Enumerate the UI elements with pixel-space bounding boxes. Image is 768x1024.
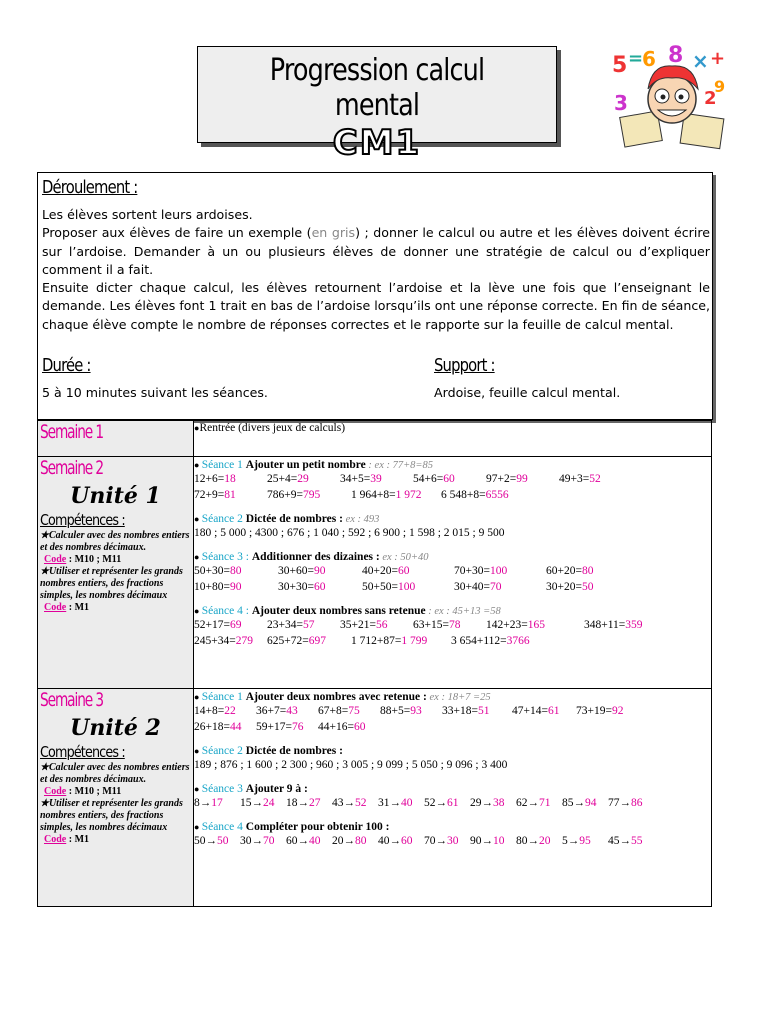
- week3-code1: [44, 786, 193, 798]
- support-text: Ardoise, feuille calcul mental.: [434, 385, 621, 400]
- calc-question: 625+72=: [267, 635, 309, 647]
- seance-example: : ex : 45+13 =58: [425, 606, 501, 617]
- calc-item: [256, 719, 318, 735]
- calc-item: [340, 617, 413, 633]
- calc-question: 45→: [608, 835, 631, 847]
- svg-text:8: 8: [668, 44, 684, 68]
- calc-question: 63+15=: [413, 619, 449, 631]
- calc-answer: 61: [547, 705, 560, 717]
- calc-question: 31→: [378, 797, 401, 809]
- deroulement-line2: [42, 224, 710, 279]
- calc-question: 5→: [562, 835, 580, 847]
- calc-item: [608, 833, 652, 849]
- calc-item: [267, 633, 351, 649]
- week1-content: [194, 422, 711, 434]
- calc-item: [194, 703, 256, 719]
- bullet-icon: ●: [194, 822, 202, 832]
- week2-left: [38, 457, 194, 689]
- calc-answer: 24: [263, 797, 275, 809]
- seance-label: Séance 4: [201, 821, 243, 833]
- svg-text:2: 2: [704, 88, 717, 109]
- calc-question: 245+34=: [194, 635, 236, 647]
- calc-answer: 80: [229, 565, 242, 577]
- calc-item: [318, 719, 380, 735]
- code-label: Code: [44, 602, 67, 613]
- seance-label: Séance 4 :: [201, 605, 249, 617]
- calc-item: [424, 833, 470, 849]
- svg-text:5: 5: [612, 53, 628, 78]
- week1-row: [38, 421, 712, 457]
- calc-question: 72+9=: [194, 489, 225, 501]
- calc-question: 85→: [562, 797, 585, 809]
- calc-question: 25+4=: [267, 473, 298, 485]
- svg-text:9: 9: [714, 77, 726, 96]
- calc-answer: 279: [235, 635, 253, 647]
- calc-item: [194, 563, 278, 579]
- calc-question: 1 964+8=: [351, 489, 396, 501]
- calc-answer: 52: [355, 797, 367, 809]
- bullet-icon: ●: [194, 460, 202, 470]
- calc-question: 30+40=: [454, 581, 490, 593]
- calc-answer: 90: [229, 581, 242, 593]
- calc-item: [286, 795, 332, 811]
- week3-label: Semaine 3: [40, 689, 104, 711]
- calc-item: [194, 833, 240, 849]
- week1-right: [194, 421, 712, 457]
- calc-question: 50+30=: [194, 565, 230, 577]
- calc-question: 14+8=: [194, 705, 225, 717]
- code-value: : M10 ; M11: [66, 554, 122, 565]
- calc-answer: 50: [217, 835, 229, 847]
- calc-item: [194, 795, 240, 811]
- seance-label: Séance 3 :: [201, 551, 249, 563]
- calc-item: [584, 617, 654, 633]
- week3-unit: Unité 2: [70, 715, 161, 741]
- title-box: [197, 46, 557, 163]
- duree-text: 5 à 10 minutes suivant les séances.: [42, 385, 268, 400]
- calc-item: [240, 795, 286, 811]
- calc-question: 30→: [240, 835, 263, 847]
- calc-question: 33+18=: [442, 705, 478, 717]
- calc-question: 40→: [378, 835, 401, 847]
- calc-question: 10+80=: [194, 581, 230, 593]
- calc-item: [256, 703, 318, 719]
- calc-item: [194, 579, 278, 595]
- calc-item: [470, 833, 516, 849]
- calc-question: 26+18=: [194, 721, 230, 733]
- calc-question: 6 548+8=: [441, 489, 486, 501]
- calc-answer: 92: [611, 705, 624, 717]
- info-box: [37, 172, 713, 420]
- week3-seance3: [194, 783, 711, 811]
- calc-answer: 60: [401, 835, 413, 847]
- calc-question: 70→: [424, 835, 447, 847]
- calc-answer: 75: [348, 705, 360, 717]
- calc-answer: 22: [224, 705, 236, 717]
- calc-question: 3 654+112=: [451, 635, 507, 647]
- math-character-logo: [612, 44, 732, 154]
- calc-item: [470, 795, 516, 811]
- calc-item: [278, 563, 362, 579]
- calc-answer: 60: [313, 581, 326, 593]
- svg-text:+: +: [710, 48, 726, 69]
- calc-question: 67+8=: [318, 705, 349, 717]
- calc-question: 62→: [516, 797, 539, 809]
- week3-seance4: [194, 821, 711, 849]
- calc-answer: 57: [302, 619, 315, 631]
- calc-answer: 78: [448, 619, 461, 631]
- calc-answer: 40: [401, 797, 413, 809]
- seance-label: Séance 1: [201, 691, 243, 703]
- calc-question: 29→: [470, 797, 493, 809]
- calc-answer: 359: [625, 619, 643, 631]
- seance-header: [194, 691, 711, 703]
- seance-title: Ajouter deux nombres avec retenue :: [245, 691, 427, 703]
- seance-example: : ex : 77+8=85: [365, 460, 434, 471]
- seance-header: [194, 459, 711, 471]
- week3-row: [38, 689, 712, 907]
- calc-question: 60+20=: [546, 565, 582, 577]
- calc-item: [486, 471, 559, 487]
- seance-title: Additionner des dizaines :: [251, 551, 380, 563]
- seance-title: Compléter pour obtenir 100 :: [245, 821, 390, 833]
- number-list: 180 ; 5 000 ; 4300 ; 676 ; 1 040 ; 592 ; 6 900 ; 1 598 ; 2 015 ; 9 500: [194, 527, 505, 539]
- code-value: : M1: [66, 602, 90, 613]
- calc-item: [362, 563, 454, 579]
- number-list: 189 ; 876 ; 1 600 ; 2 300 ; 960 ; 3 005 ; 9 099 ; 5 050 ; 9 096 ; 3 400: [194, 759, 508, 771]
- deroulement-line1: Les élèves sortent leurs ardoises.: [42, 207, 253, 222]
- calc-item: [441, 487, 531, 503]
- calc-answer: 20: [539, 835, 551, 847]
- seance-label: Séance 2: [201, 513, 243, 525]
- calc-question: 80→: [516, 835, 539, 847]
- calc-item: [413, 471, 486, 487]
- calc-answer: 17: [211, 797, 223, 809]
- duree-heading: Durée :: [42, 355, 91, 376]
- code-value: : M10 ; M11: [66, 786, 122, 797]
- svg-text:=: =: [628, 48, 644, 69]
- calc-row: [194, 563, 711, 579]
- calc-answer: 27: [309, 797, 321, 809]
- calc-item: [424, 795, 470, 811]
- calc-item: [378, 833, 424, 849]
- week2-label: Semaine 2: [40, 457, 104, 479]
- calc-answer: 56: [375, 619, 388, 631]
- calc-row: [194, 487, 711, 503]
- calc-question: 30+60=: [278, 565, 314, 577]
- calc-item: [546, 579, 626, 595]
- calc-answer: 55: [631, 835, 643, 847]
- seance-header: [194, 551, 711, 563]
- line2-part-a: Proposer aux élèves de faire un exemple (: [42, 225, 312, 241]
- calc-question: 77→: [608, 797, 631, 809]
- calc-answer: 10: [493, 835, 505, 847]
- calc-answer: 6556: [485, 489, 509, 501]
- calc-item: [562, 833, 608, 849]
- calc-item: [516, 833, 562, 849]
- calc-question: 30+20=: [546, 581, 582, 593]
- seance-header: [194, 513, 711, 525]
- week1-left: [38, 421, 194, 457]
- calc-item: [486, 617, 584, 633]
- calc-item: [516, 795, 562, 811]
- seance-header: [194, 745, 711, 757]
- calc-question: 44+16=: [318, 721, 354, 733]
- seance-title: Dictée de nombres :: [245, 745, 343, 757]
- calc-answer: 43: [286, 705, 298, 717]
- calc-answer: 100: [397, 581, 416, 593]
- line2-part-b: ) ; donner le calcul ou autre et les élèves doivent écrire sur l’ardoise. Demander à un ou plusieurs élèves de donner une stratégie de calcul ou d’expliquer comment il a fait.: [42, 225, 710, 277]
- calc-question: 50→: [194, 835, 217, 847]
- calc-answer: 60: [443, 473, 455, 485]
- calc-question: 59+17=: [256, 721, 292, 733]
- week3-seance2: [194, 745, 711, 773]
- week2-skill2: ★Utiliser et représenter les grands nombres entiers, des fractions simples, les nombres décimaux: [40, 566, 183, 601]
- calc-question: 142+23=: [486, 619, 528, 631]
- page-subtitle: CM1: [332, 123, 422, 163]
- week2-seance2: [194, 513, 711, 541]
- seance-label: Séance 3: [201, 783, 243, 795]
- week1-text: Rentrée (divers jeux de calculs): [199, 422, 346, 434]
- calc-item: [318, 703, 380, 719]
- week2-competences: Compétences :: [40, 511, 125, 529]
- calc-answer: 90: [313, 565, 326, 577]
- calc-item: [413, 617, 486, 633]
- calc-item: [608, 795, 652, 811]
- calc-row: [194, 833, 711, 849]
- calc-answer: 1 972: [395, 489, 422, 501]
- calc-question: 8→: [194, 797, 212, 809]
- seance-example: ex : 50+40: [379, 552, 429, 563]
- seance-label: Séance 2: [201, 745, 243, 757]
- calc-item: [451, 633, 551, 649]
- calc-item: [194, 487, 267, 503]
- calc-question: 47+14=: [512, 705, 548, 717]
- calc-item: [194, 471, 267, 487]
- calc-item: [194, 719, 256, 735]
- calc-answer: 50: [581, 581, 594, 593]
- week3-right: [194, 689, 712, 907]
- seance-example: ex : 18+7 =25: [426, 692, 491, 703]
- calc-answer: 18: [224, 473, 236, 485]
- calc-item: [194, 633, 267, 649]
- calc-item: [194, 617, 267, 633]
- calc-item: [278, 579, 362, 595]
- calc-question: 60→: [286, 835, 309, 847]
- calc-question: 35+21=: [340, 619, 376, 631]
- line2-grey: en gris: [311, 225, 356, 241]
- calc-row: [194, 719, 711, 735]
- calc-item: [267, 487, 351, 503]
- calc-question: 40+20=: [362, 565, 398, 577]
- calc-answer: 51: [477, 705, 490, 717]
- calc-question: 786+9=: [267, 489, 303, 501]
- calc-answer: 81: [224, 489, 236, 501]
- calc-answer: 30: [447, 835, 459, 847]
- code-value: : M1: [66, 834, 90, 845]
- calc-question: 36+7=: [256, 705, 287, 717]
- week2-unit: Unité 1: [70, 483, 161, 509]
- calc-question: 23+34=: [267, 619, 303, 631]
- week2-right: [194, 457, 712, 689]
- bullet-icon: ●: [194, 514, 202, 524]
- week3-left: [38, 689, 194, 907]
- bullet-icon: ●: [194, 692, 202, 702]
- calc-item: [576, 703, 636, 719]
- calc-question: 12+6=: [194, 473, 225, 485]
- seance-title: Dictée de nombres :: [245, 513, 343, 525]
- svg-text:6: 6: [642, 47, 656, 71]
- calc-answer: 40: [309, 835, 321, 847]
- bullet-icon: ●: [194, 423, 200, 433]
- week1-label: Semaine 1: [40, 421, 104, 443]
- deroulement-line3: Ensuite dicter chaque calcul, les élèves retournent l’ardoise et la lève une fois que l’enseignant le demande. Les élèves font 1 trait en bas de l’ardoise lorsqu’ils ont une réponse correcte. En fin de séance, chaque élève compte le nombre de réponses correctes et le rapporte sur la feuille de calcul mental.: [42, 280, 710, 332]
- calc-question: 52→: [424, 797, 447, 809]
- calc-row: [194, 617, 711, 633]
- calc-question: 30+30=: [278, 581, 314, 593]
- calc-item: [454, 563, 546, 579]
- seance-title: Ajouter deux nombres sans retenue: [251, 605, 426, 617]
- calc-answer: 100: [489, 565, 508, 577]
- calc-item: [512, 703, 576, 719]
- calc-item: [559, 471, 619, 487]
- week2-seance3: [194, 551, 711, 595]
- seance-example: ex : 493: [342, 514, 380, 525]
- calc-question: 348+11=: [584, 619, 626, 631]
- calc-question: 49+3=: [559, 473, 590, 485]
- bullet-icon: ●: [194, 552, 202, 562]
- week3-code2: [44, 834, 193, 846]
- calc-answer: 71: [539, 797, 551, 809]
- week2-code2: [44, 602, 193, 614]
- week3-competences: Compétences :: [40, 743, 125, 761]
- week2-code1: [44, 554, 193, 566]
- calc-row: [194, 795, 711, 811]
- calc-answer: 60: [353, 721, 366, 733]
- calc-answer: 80: [581, 565, 594, 577]
- seance-header: [194, 783, 711, 795]
- calc-answer: 38: [493, 797, 505, 809]
- calc-question: 90→: [470, 835, 493, 847]
- calc-row: [194, 471, 711, 487]
- calc-question: 43→: [332, 797, 355, 809]
- svg-text:3: 3: [614, 91, 628, 115]
- calc-answer: 29: [297, 473, 309, 485]
- calc-item: [380, 703, 442, 719]
- calc-answer: 697: [308, 635, 326, 647]
- bullet-icon: ●: [194, 746, 202, 756]
- calc-item: [267, 617, 340, 633]
- calc-item: [454, 579, 546, 595]
- calc-item: [546, 563, 626, 579]
- calc-item: [332, 833, 378, 849]
- calc-question: 88+5=: [380, 705, 411, 717]
- week3-skill1: ★Calculer avec des nombres entiers et des nombres décimaux.: [40, 762, 190, 785]
- code-label: Code: [44, 786, 67, 797]
- calc-answer: 3766: [506, 635, 530, 647]
- calc-item: [340, 471, 413, 487]
- calc-question: 1 712+87=: [351, 635, 402, 647]
- calc-question: 18→: [286, 797, 309, 809]
- calc-answer: 69: [229, 619, 242, 631]
- calc-answer: 165: [527, 619, 545, 631]
- calc-answer: 99: [516, 473, 528, 485]
- calc-answer: 60: [397, 565, 410, 577]
- calc-question: 50+50=: [362, 581, 398, 593]
- calc-question: 52+17=: [194, 619, 230, 631]
- calc-question: 34+5=: [340, 473, 371, 485]
- calc-question: 20→: [332, 835, 355, 847]
- seance-header: [194, 605, 711, 617]
- calc-answer: 70: [263, 835, 275, 847]
- week3-seance1: [194, 691, 711, 735]
- svg-text:×: ×: [692, 49, 709, 73]
- calc-answer: 94: [585, 797, 597, 809]
- calc-question: 97+2=: [486, 473, 517, 485]
- page-title: Progression calcul mental: [269, 53, 485, 123]
- calc-answer: 70: [489, 581, 502, 593]
- calc-item: [286, 833, 332, 849]
- bullet-icon: ●: [194, 784, 202, 794]
- week2-row: [38, 457, 712, 689]
- calc-row: [194, 703, 711, 719]
- calc-item: [332, 795, 378, 811]
- seance-label: Séance 1: [201, 459, 243, 471]
- deroulement-text: [42, 206, 710, 334]
- calc-answer: 52: [589, 473, 601, 485]
- support-heading: Support :: [434, 355, 495, 376]
- calc-answer: 80: [355, 835, 367, 847]
- calc-answer: 76: [291, 721, 304, 733]
- seance-header: [194, 821, 711, 833]
- calc-row: [194, 633, 711, 649]
- week3-skill2: ★Utiliser et représenter les grands nombres entiers, des fractions simples, les nombres décimaux: [40, 798, 183, 833]
- calc-question: 70+30=: [454, 565, 490, 577]
- calc-item: [562, 795, 608, 811]
- calc-answer: 61: [447, 797, 459, 809]
- calc-item: [240, 833, 286, 849]
- calc-answer: 86: [631, 797, 643, 809]
- seance-title: Ajouter un petit nombre: [245, 459, 366, 471]
- calc-answer: 39: [370, 473, 382, 485]
- calc-answer: 1 799: [401, 635, 428, 647]
- code-label: Code: [44, 834, 67, 845]
- calc-question: 54+6=: [413, 473, 444, 485]
- calc-question: 73+19=: [576, 705, 612, 717]
- code-label: Code: [44, 554, 67, 565]
- calc-answer: 44: [229, 721, 242, 733]
- week2-seance1: [194, 459, 711, 503]
- calc-question: 15→: [240, 797, 263, 809]
- calc-answer: 95: [579, 835, 591, 847]
- seance-title: Ajouter 9 à :: [245, 783, 308, 795]
- calc-item: [362, 579, 454, 595]
- calc-item: [442, 703, 512, 719]
- calc-answer: 93: [410, 705, 422, 717]
- progression-table: [37, 420, 712, 907]
- bullet-icon: ●: [194, 606, 202, 616]
- calc-item: [378, 795, 424, 811]
- calc-item: [351, 487, 441, 503]
- week2-skill1: ★Calculer avec des nombres entiers et des nombres décimaux.: [40, 530, 190, 553]
- deroulement-heading: Déroulement :: [42, 177, 138, 198]
- calc-answer: 795: [302, 489, 321, 501]
- calc-row: [194, 579, 711, 595]
- calc-item: [351, 633, 451, 649]
- week2-seance4: [194, 605, 711, 649]
- calc-item: [267, 471, 340, 487]
